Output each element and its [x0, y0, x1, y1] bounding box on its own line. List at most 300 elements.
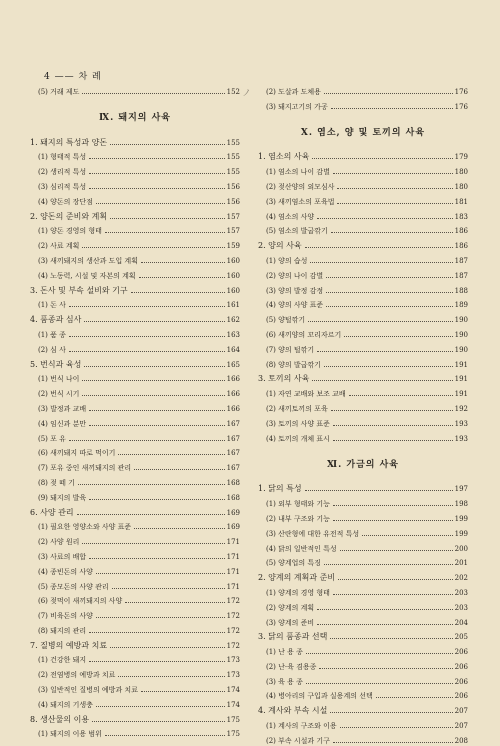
- entry-page-number: 155: [226, 168, 240, 177]
- dot-leader: [105, 232, 225, 233]
- entry-label: (3) 새끼돼지의 생산과 도입 계획: [38, 256, 138, 265]
- toc-section-entry: [258, 480, 468, 495]
- entry-label: (5) 양털깎기: [266, 316, 306, 325]
- entry-label: (2) 새끼토끼의 포육: [266, 404, 328, 413]
- toc-section-entry: [258, 701, 468, 716]
- entry-label: (3) 산란형에 대한 유전적 특성: [266, 529, 360, 538]
- entry-label: (1) 난 용 종: [266, 648, 303, 657]
- entry-label: 7. 질병의 예방과 치료: [30, 640, 108, 650]
- entry-page-number: 165: [226, 360, 240, 369]
- toc-section-entry: [258, 148, 468, 163]
- entry-label: 3. 닭의 품종과 선택: [258, 632, 328, 642]
- dot-leader: [82, 247, 224, 248]
- entry-label: (1) 품 종: [38, 330, 66, 339]
- entry-page-number: 188: [454, 286, 468, 295]
- entry-page-number: 206: [454, 692, 468, 701]
- entry-label: (4) 노동력, 시설 및 자본의 계획: [38, 271, 136, 280]
- entry-page-number: 169: [226, 523, 240, 532]
- dot-leader: [333, 440, 453, 441]
- entry-label: (4) 양의 사양 표준: [266, 301, 324, 310]
- toc-subsection-entry: [258, 598, 468, 613]
- toc-subsection-entry: [30, 458, 240, 473]
- entry-page-number: 156: [226, 182, 240, 191]
- toc-section-entry: [30, 710, 240, 725]
- entry-label: (1) 염소의 나이 감별: [266, 168, 330, 177]
- dot-leader: [376, 697, 453, 698]
- entry-page-number: 172: [226, 597, 240, 606]
- entry-label: (4) 양돈의 장단점: [38, 197, 93, 206]
- dot-leader: [110, 218, 225, 219]
- toc-subsection-entry: [30, 695, 240, 710]
- entry-page-number: 192: [454, 404, 468, 413]
- entry-page-number: 173: [226, 671, 240, 680]
- entry-page-number: 157: [226, 227, 240, 236]
- toc-subsection-entry: [30, 222, 240, 237]
- entry-label: (3) 돼지고기의 가공: [266, 102, 328, 111]
- entry-page-number: 180: [454, 168, 468, 177]
- entry-page-number: 156: [226, 197, 240, 206]
- toc-subsection-entry: [258, 222, 468, 237]
- toc-subsection-entry: [258, 524, 468, 539]
- entry-page-number: 193: [454, 419, 468, 428]
- toc-subsection-entry: [258, 192, 468, 207]
- toc-subsection-entry: [30, 651, 240, 666]
- toc-section-entry: [30, 310, 240, 325]
- entry-label: (2) 양계의 계획: [266, 603, 315, 612]
- entry-label: 2. 양의 사육: [258, 241, 302, 251]
- entry-page-number: 157: [226, 212, 240, 221]
- entry-page-number: 201: [454, 559, 468, 568]
- entry-page-number: 191: [454, 360, 468, 369]
- entry-page-number: 203: [454, 588, 468, 597]
- entry-page-number: 193: [454, 434, 468, 443]
- dot-leader: [96, 203, 225, 204]
- entry-label: (3) 육 용 종: [266, 677, 303, 686]
- entry-page-number: 175: [226, 730, 240, 739]
- entry-page-number: 207: [454, 722, 468, 731]
- dot-leader: [306, 653, 453, 654]
- dot-leader: [340, 550, 453, 551]
- entry-page-number: 186: [454, 242, 468, 251]
- entry-label: (2) 사료 계획: [38, 242, 80, 251]
- entry-page-number: 152: [226, 87, 240, 96]
- dot-leader: [69, 440, 225, 441]
- toc-subsection-entry: [30, 162, 240, 177]
- dot-leader: [333, 594, 453, 595]
- dot-leader: [317, 218, 452, 219]
- dot-leader: [308, 321, 452, 322]
- dot-leader: [141, 691, 225, 692]
- entry-label: (7) 양의 털깎기: [266, 345, 315, 354]
- dot-leader: [89, 425, 224, 426]
- entry-page-number: 186: [454, 227, 468, 236]
- entry-page-number: 199: [454, 529, 468, 538]
- dot-leader: [84, 366, 224, 367]
- chapter-heading: Ⅺ. 가금의 사육: [326, 459, 399, 470]
- dot-leader: [112, 588, 225, 589]
- entry-label: (7) 포유 중인 새끼돼지의 관리: [38, 464, 132, 473]
- entry-page-number: 207: [454, 707, 468, 716]
- dot-leader: [96, 706, 225, 707]
- dot-leader: [349, 395, 453, 396]
- entry-label: (1) 외부 형태와 기능: [266, 500, 330, 509]
- toc-subsection-entry: [258, 162, 468, 177]
- toc-subsection-entry: [30, 266, 240, 281]
- toc-section-entry: [30, 355, 240, 370]
- dot-leader: [340, 727, 453, 728]
- toc-subsection-entry: [30, 414, 240, 429]
- entry-label: (2) 생리적 특성: [38, 168, 87, 177]
- entry-label: (4) 종빈돈의 사양: [38, 567, 93, 576]
- dot-leader: [105, 735, 225, 736]
- entry-label: (2) 젖산양의 외모심사: [266, 182, 335, 191]
- dot-leader: [333, 742, 453, 743]
- entry-page-number: 173: [226, 656, 240, 665]
- dot-leader: [326, 306, 452, 307]
- entry-page-number: 204: [454, 618, 468, 627]
- entry-label: (2) 전염병의 예방과 치료: [38, 671, 116, 680]
- dot-leader: [333, 520, 453, 521]
- entry-page-number: 155: [226, 153, 240, 162]
- dot-leader: [84, 321, 224, 322]
- dot-leader: [69, 351, 225, 352]
- dot-leader: [317, 351, 452, 352]
- entry-label: (3) 토끼의 사양 표준: [266, 419, 330, 428]
- dot-leader: [317, 624, 452, 625]
- toc-subsection-entry: [30, 518, 240, 533]
- entry-page-number: 171: [226, 582, 240, 591]
- dot-leader: [69, 336, 225, 337]
- entry-page-number: 159: [226, 242, 240, 251]
- entry-page-number: 199: [454, 514, 468, 523]
- entry-label: (9) 돼지의 발육: [38, 493, 87, 502]
- dot-leader: [310, 262, 452, 263]
- entry-page-number: 190: [454, 330, 468, 339]
- dot-leader: [305, 247, 453, 248]
- entry-label: 6. 사양 관리: [30, 507, 74, 517]
- entry-label: (1) 양의 습성: [266, 256, 308, 265]
- entry-page-number: 162: [226, 316, 240, 325]
- entry-label: 4. 계사와 부속 시설: [258, 706, 328, 716]
- toc-subsection-entry: [258, 613, 468, 628]
- dot-leader: [362, 535, 452, 536]
- entry-page-number: 176: [454, 102, 468, 111]
- dot-leader: [141, 262, 225, 263]
- toc-subsection-entry: [258, 384, 468, 399]
- entry-label: 2. 양계의 계획과 준비: [258, 573, 336, 583]
- entry-label: (3) 발정과 교배: [38, 404, 87, 413]
- entry-page-number: 166: [226, 375, 240, 384]
- entry-label: (2) 부속 시설과 기구: [266, 736, 330, 745]
- dot-leader: [333, 505, 453, 506]
- toc-subsection-entry: [30, 473, 240, 488]
- toc-subsection-entry: [30, 488, 240, 503]
- entry-label: 1. 돼지의 특성과 양돈: [30, 137, 108, 147]
- entry-label: (3) 사료의 배합: [38, 552, 87, 561]
- toc-subsection-entry: [30, 148, 240, 163]
- dot-leader: [77, 514, 225, 515]
- toc-subsection-entry: [30, 399, 240, 414]
- toc-subsection-entry: [258, 716, 468, 731]
- entry-label: (2) 내부 구조와 기능: [266, 514, 330, 523]
- entry-page-number: 206: [454, 648, 468, 657]
- toc-subsection-entry: [258, 399, 468, 414]
- toc-section-entry: [30, 281, 240, 296]
- toc-subsection-entry: [30, 532, 240, 547]
- entry-label: (4) 병아리의 구입과 실용계의 선택: [266, 692, 373, 701]
- dot-leader: [306, 683, 453, 684]
- dot-leader: [131, 292, 225, 293]
- entry-label: (1) 필요한 영양소와 사양 표준: [38, 523, 132, 532]
- toc-subsection-entry: [30, 547, 240, 562]
- entry-page-number: 160: [226, 286, 240, 295]
- entry-label: 1. 염소의 사육: [258, 152, 310, 162]
- entry-page-number: 183: [454, 212, 468, 221]
- entry-page-number: 197: [454, 485, 468, 494]
- toc-subsection-entry: [258, 687, 468, 702]
- entry-label: (3) 새끼염소의 포육법: [266, 197, 335, 206]
- toc-subsection-entry: [258, 177, 468, 192]
- entry-page-number: 160: [226, 271, 240, 280]
- dot-leader: [82, 543, 224, 544]
- entry-label: (1) 양계의 경영 형태: [266, 588, 330, 597]
- entry-page-number: 176: [454, 87, 468, 96]
- dot-leader: [89, 661, 224, 662]
- entry-page-number: 169: [226, 508, 240, 517]
- entry-label: (3) 양의 발정 감정: [266, 286, 324, 295]
- dot-leader: [333, 425, 453, 426]
- entry-page-number: 174: [226, 686, 240, 695]
- toc-subsection-entry: [258, 429, 468, 444]
- entry-label: (4) 임신과 분만: [38, 419, 87, 428]
- entry-page-number: 172: [226, 612, 240, 621]
- entry-page-number: 168: [226, 478, 240, 487]
- entry-page-number: 174: [226, 700, 240, 709]
- entry-page-number: 166: [226, 390, 240, 399]
- entry-label: 4. 품종과 심사: [30, 315, 82, 325]
- entry-label: (4) 토끼의 개체 표시: [266, 434, 330, 443]
- entry-label: (1) 계사의 구조와 이용: [266, 722, 337, 731]
- toc-subsection-entry: [30, 296, 240, 311]
- entry-page-number: 172: [226, 641, 240, 650]
- entry-label: 2. 양돈의 준비와 계획: [30, 211, 108, 221]
- toc-subsection-entry: [258, 266, 468, 281]
- entry-label: (7) 비육돈의 사양: [38, 612, 93, 621]
- toc-section-entry: [30, 133, 240, 148]
- entry-label: (5) 거래 제도: [38, 87, 80, 96]
- toc-subsection-entry: [258, 539, 468, 554]
- toc-section-entry: [258, 236, 468, 251]
- entry-label: (5) 종모돈의 사양 관리: [38, 582, 109, 591]
- entry-label: (4) 돼지의 기생충: [38, 700, 93, 709]
- toc-subsection-entry: [30, 429, 240, 444]
- entry-label: (8) 돼지의 관리: [38, 626, 87, 635]
- toc-subsection-entry: [258, 583, 468, 598]
- entry-page-number: 191: [454, 375, 468, 384]
- entry-label: 1. 닭의 특성: [258, 484, 302, 494]
- entry-label: (1) 자연 교배와 보조 교배: [266, 390, 346, 399]
- dot-leader: [324, 93, 453, 94]
- toc-subsection-entry: [30, 725, 240, 740]
- toc-subsection-entry: [258, 494, 468, 509]
- entry-label: (2) 심 사: [38, 345, 66, 354]
- toc-subsection-entry: [258, 296, 468, 311]
- margin-mark: ノ: [242, 89, 252, 99]
- entry-page-number: 205: [454, 633, 468, 642]
- entry-label: (1) 양돈 경영의 형태: [38, 227, 102, 236]
- entry-label: (2) 도살과 도체용: [266, 87, 321, 96]
- entry-page-number: 168: [226, 493, 240, 502]
- entry-page-number: 171: [226, 567, 240, 576]
- toc-subsection-entry: [258, 509, 468, 524]
- toc-subsection-entry: [30, 621, 240, 636]
- dot-leader: [324, 366, 453, 367]
- entry-page-number: 164: [226, 345, 240, 354]
- entry-page-number: 167: [226, 434, 240, 443]
- toc-subsection-entry: [30, 177, 240, 192]
- entry-label: 3. 토끼의 사육: [258, 374, 310, 384]
- toc-subsection-entry: [30, 325, 240, 340]
- toc-subsection-entry: [30, 236, 240, 251]
- toc-subsection-entry: [258, 310, 468, 325]
- entry-page-number: 190: [454, 345, 468, 354]
- dot-leader: [118, 676, 224, 677]
- toc-subsection-entry: [30, 577, 240, 592]
- entry-label: 8. 생산물의 이용: [30, 714, 90, 724]
- toc-section-entry: [258, 370, 468, 385]
- entry-label: (1) 번식 나이: [38, 375, 80, 384]
- toc-subsection-entry: [30, 592, 240, 607]
- dot-leader: [324, 564, 453, 565]
- entry-page-number: 166: [226, 404, 240, 413]
- dot-leader: [89, 632, 224, 633]
- toc-section-entry: [30, 503, 240, 518]
- toc-subsection-entry: [258, 554, 468, 569]
- toc-subsection-entry: [30, 680, 240, 695]
- dot-leader: [82, 380, 224, 381]
- entry-label: (2) 번식 시기: [38, 390, 80, 399]
- dot-leader: [330, 638, 452, 639]
- entry-label: (3) 양계의 준비: [266, 618, 315, 627]
- dot-leader: [305, 490, 453, 491]
- entry-page-number: 190: [454, 316, 468, 325]
- toc-subsection-entry: [30, 384, 240, 399]
- toc-subsection-entry: [258, 340, 468, 355]
- entry-page-number: 202: [454, 574, 468, 583]
- dot-leader: [110, 647, 225, 648]
- entry-label: 3. 돈사 및 부속 설비와 기구: [30, 285, 128, 295]
- entry-label: (4) 염소의 사양: [266, 212, 315, 221]
- entry-label: (2) 난·육 겸용종: [266, 662, 317, 671]
- chapter-heading: Ⅹ. 염소, 양 및 토끼의 사육: [300, 127, 426, 138]
- page-header: [44, 69, 102, 82]
- entry-label: (1) 건강한 돼지: [38, 656, 87, 665]
- entry-page-number: 200: [454, 544, 468, 553]
- dot-leader: [333, 173, 453, 174]
- toc-subsection-entry: [30, 251, 240, 266]
- entry-page-number: 206: [454, 662, 468, 671]
- toc-subsection-entry: [258, 82, 468, 97]
- right-column: [258, 82, 468, 746]
- dot-leader: [139, 277, 225, 278]
- toc-subsection-entry: [30, 665, 240, 680]
- entry-page-number: 187: [454, 271, 468, 280]
- dot-leader: [89, 158, 224, 159]
- dot-leader: [337, 188, 452, 189]
- entry-page-number: 180: [454, 182, 468, 191]
- entry-page-number: 191: [454, 390, 468, 399]
- entry-page-number: 187: [454, 256, 468, 265]
- toc-subsection-entry: [30, 606, 240, 621]
- dot-leader: [89, 188, 224, 189]
- entry-page-number: 160: [226, 256, 240, 265]
- toc-subsection-entry: [258, 281, 468, 296]
- entry-page-number: 155: [226, 138, 240, 147]
- dot-leader: [330, 712, 452, 713]
- entry-page-number: 167: [226, 464, 240, 473]
- entry-page-number: 171: [226, 538, 240, 547]
- dot-leader: [344, 336, 452, 337]
- entry-label: (5) 양계업의 특징: [266, 559, 321, 568]
- toc-subsection-entry: [30, 562, 240, 577]
- entry-page-number: 167: [226, 449, 240, 458]
- entry-page-number: 179: [454, 153, 468, 162]
- chapter-heading: Ⅸ. 돼지의 사육: [98, 112, 171, 123]
- entry-label: (2) 사양 원리: [38, 538, 80, 547]
- entry-label: 5. 번식과 육성: [30, 359, 82, 369]
- dot-leader: [78, 484, 225, 485]
- header-title: 차 례: [78, 72, 102, 82]
- toc-section-entry: [30, 636, 240, 651]
- dot-leader: [89, 499, 224, 500]
- toc-subsection-entry: [258, 672, 468, 687]
- dot-leader: [317, 609, 452, 610]
- entry-label: (3) 일반적인 질병의 예방과 치료: [38, 686, 138, 695]
- dot-leader: [337, 203, 452, 204]
- entry-label: (5) 포 유: [38, 434, 66, 443]
- entry-label: (4) 닭의 일반적인 특성: [266, 544, 337, 553]
- dot-leader: [312, 380, 452, 381]
- entry-page-number: 175: [226, 715, 240, 724]
- entry-label: (1) 형태적 특성: [38, 153, 87, 162]
- toc-subsection-entry: [30, 444, 240, 459]
- entry-label: (6) 새끼돼지 따로 먹이기: [38, 449, 116, 458]
- toc-subsection-entry: [30, 340, 240, 355]
- toc-section-entry: [258, 568, 468, 583]
- dot-leader: [110, 144, 225, 145]
- dot-leader: [331, 410, 453, 411]
- dot-leader: [82, 93, 224, 94]
- dot-leader: [331, 232, 453, 233]
- dot-leader: [69, 306, 225, 307]
- toc-subsection-entry: [258, 355, 468, 370]
- dot-leader: [118, 454, 224, 455]
- entry-page-number: 206: [454, 677, 468, 686]
- dot-leader: [89, 173, 224, 174]
- entry-label: (3) 심리적 특성: [38, 182, 87, 191]
- header-dash: ——: [54, 72, 75, 82]
- toc-section-entry: [30, 207, 240, 222]
- entry-label: (2) 양의 나이 감별: [266, 271, 324, 280]
- dot-leader: [326, 277, 452, 278]
- dot-leader: [134, 469, 224, 470]
- entry-label: (8) 양의 발굽깎기: [266, 360, 321, 369]
- dot-leader: [319, 668, 452, 669]
- dot-leader: [82, 395, 224, 396]
- toc-subsection-entry: [258, 207, 468, 222]
- entry-page-number: 161: [226, 301, 240, 310]
- dot-leader: [89, 410, 224, 411]
